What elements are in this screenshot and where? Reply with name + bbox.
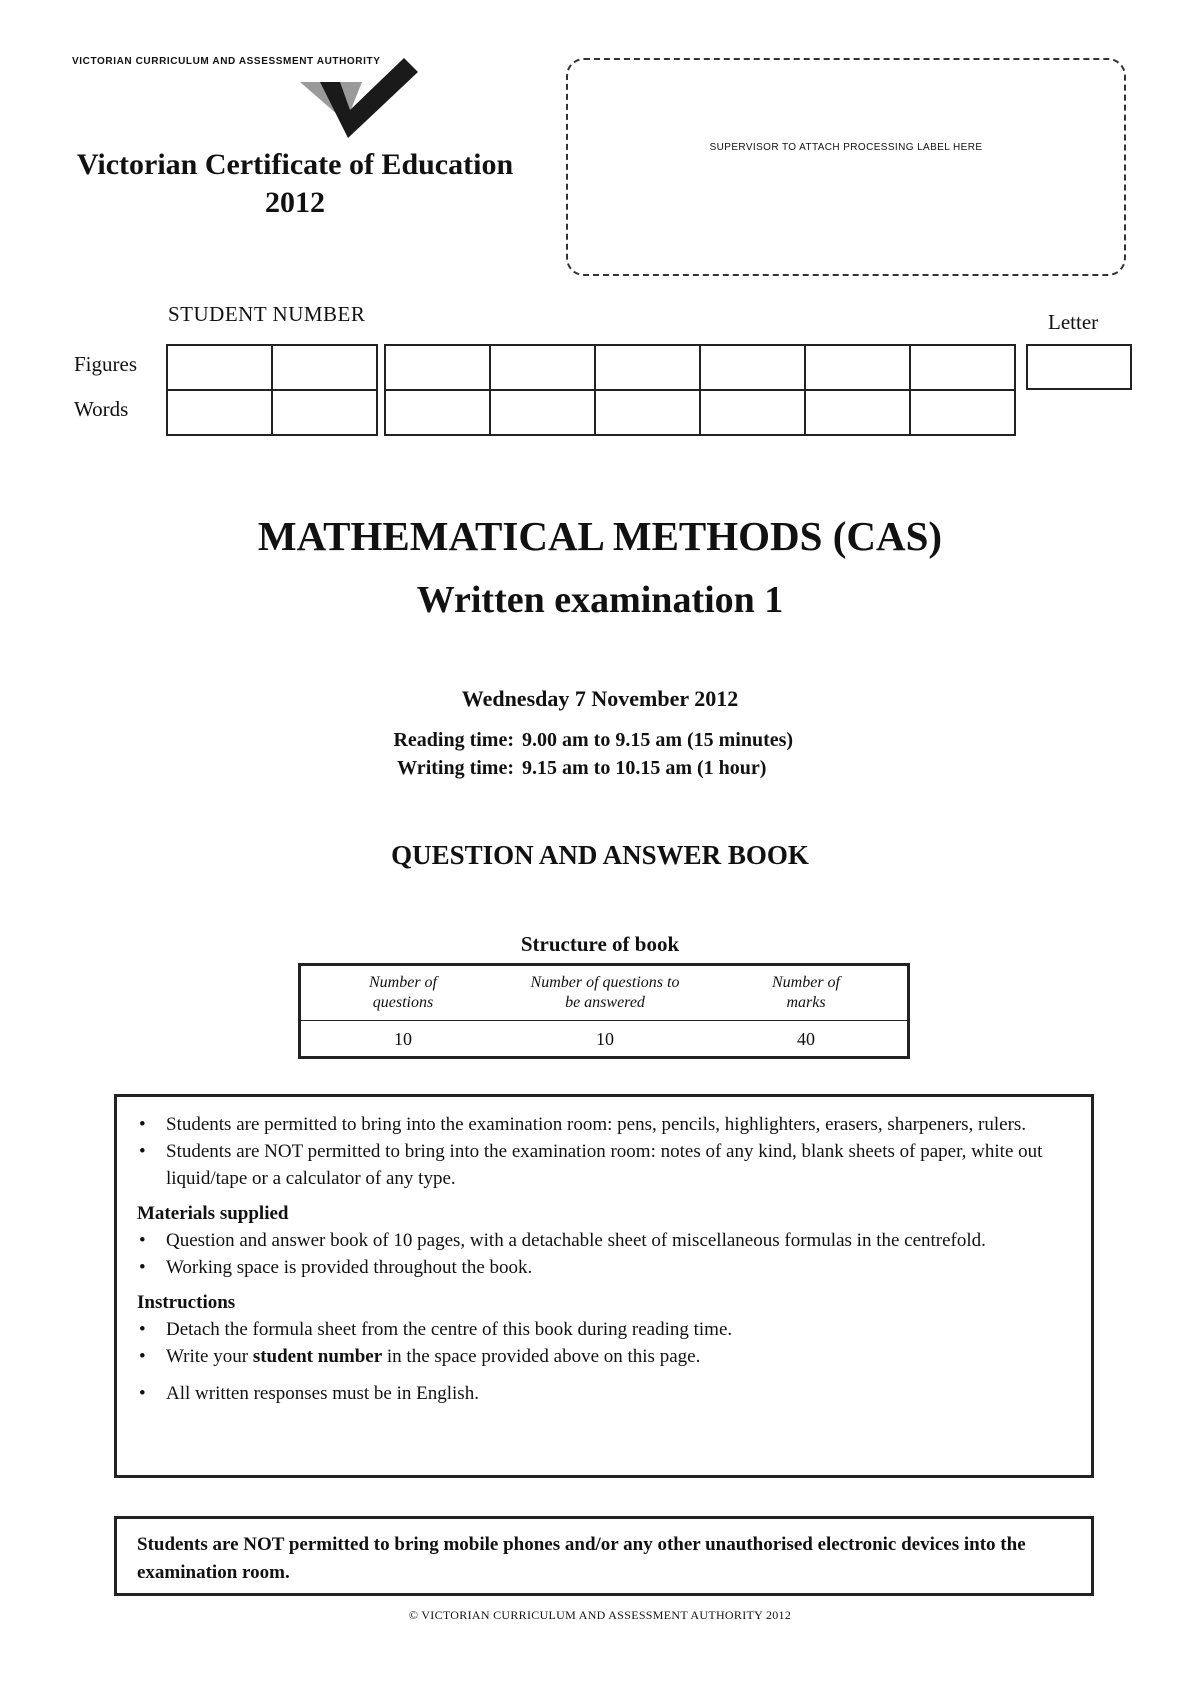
- structure-value: 10: [596, 1028, 614, 1049]
- list-item: • Working space is provided throughout the book.: [137, 1254, 1073, 1281]
- student-number-grid-b: [384, 344, 1016, 436]
- figures-label: Figures: [74, 352, 137, 376]
- student-number-title: STUDENT NUMBER: [168, 302, 366, 326]
- copyright-footer: © VICTORIAN CURRICULUM AND ASSESSMENT AUTHORITY 2012: [408, 1608, 792, 1622]
- certificate-heading: [60, 146, 530, 222]
- instruction-text: in the space provided above on this page.: [382, 1346, 701, 1367]
- list-item: • Students are permitted to bring into the examination room: pens, pencils, highlighters, erasers, sharpeners, rulers.: [137, 1111, 1073, 1138]
- figures-cell[interactable]: [167, 345, 272, 390]
- words-cell[interactable]: [490, 390, 595, 435]
- figures-cell[interactable]: [272, 345, 377, 390]
- exam-title: Written examination 1: [416, 579, 784, 621]
- reading-time-label: Reading time:: [393, 729, 514, 751]
- figures-cell[interactable]: [910, 345, 1015, 390]
- authority-name: VICTORIAN CURRICULUM AND ASSESSMENT AUTHORITY: [72, 56, 381, 67]
- words-cell[interactable]: [595, 390, 700, 435]
- figures-cell[interactable]: [805, 345, 910, 390]
- structure-value: 40: [797, 1028, 815, 1049]
- warning-text: Students are NOT permitted to bring mobile phones and/or any other unauthorised electronic devices into the examination room.: [137, 1534, 1026, 1583]
- structure-header: Number of questions to be answered: [530, 974, 680, 1011]
- words-cell[interactable]: [700, 390, 805, 435]
- writing-time: [372, 754, 793, 782]
- warning-box: [114, 1516, 1094, 1596]
- structure-title: Structure of book: [520, 932, 680, 956]
- structure-value-row: [301, 1021, 907, 1057]
- subject-title: MATHEMATICAL METHODS (CAS): [257, 513, 943, 559]
- words-cell[interactable]: [385, 390, 490, 435]
- certificate-year: 2012: [265, 186, 325, 219]
- permitted-list: [137, 1111, 1073, 1192]
- figures-cell[interactable]: [490, 345, 595, 390]
- student-number-grid-a: [166, 344, 378, 436]
- figures-cell[interactable]: [700, 345, 805, 390]
- letter-cell[interactable]: [1026, 344, 1132, 390]
- list-item: • Question and answer book of 10 pages, with a detachable sheet of miscellaneous formulas in the centrefold.: [137, 1227, 1073, 1254]
- certificate-name: Victorian Certificate of Education: [76, 148, 514, 181]
- instruction-text: Write your: [166, 1346, 253, 1367]
- rules-box: [114, 1094, 1094, 1478]
- reading-time: [372, 726, 793, 754]
- writing-time-value: 9.15 am to 10.15 am (1 hour): [522, 757, 767, 779]
- exam-date: Wednesday 7 November 2012: [461, 686, 739, 711]
- words-cell[interactable]: [805, 390, 910, 435]
- list-item: • All written responses must be in English.: [137, 1380, 1073, 1407]
- words-cell[interactable]: [272, 390, 377, 435]
- materials-list: [137, 1227, 1073, 1281]
- materials-heading: Materials supplied: [137, 1203, 289, 1224]
- words-label: Words: [74, 397, 129, 421]
- exam-times: [372, 726, 793, 782]
- words-cell[interactable]: [910, 390, 1015, 435]
- words-cell[interactable]: [167, 390, 272, 435]
- structure-header-row: [301, 966, 907, 1021]
- vcaa-logo-icon: [296, 58, 426, 140]
- list-item: [137, 1343, 1073, 1370]
- book-type: QUESTION AND ANSWER BOOK: [391, 840, 809, 870]
- writing-time-label: Writing time:: [397, 757, 514, 779]
- instruction-bold-text: student number: [252, 1346, 383, 1367]
- structure-value: 10: [394, 1028, 412, 1049]
- reading-time-value: 9.00 am to 9.15 am (15 minutes): [522, 729, 794, 751]
- list-item: • Students are NOT permitted to bring into the examination room: notes of any kind, blank sheets of paper, white out liquid/tape or a calculator of any type.: [137, 1138, 1073, 1192]
- processing-label-text: SUPERVISOR TO ATTACH PROCESSING LABEL HERE: [709, 141, 983, 153]
- structure-table: [298, 963, 910, 1059]
- instructions-list: [137, 1316, 1073, 1407]
- processing-label-area: [566, 58, 1126, 276]
- figures-cell[interactable]: [385, 345, 490, 390]
- list-item: • Detach the formula sheet from the centre of this book during reading time.: [137, 1316, 1073, 1343]
- structure-header: Number of marks: [772, 974, 840, 1011]
- structure-header: Number of questions: [369, 974, 437, 1011]
- instructions-heading: Instructions: [137, 1292, 236, 1313]
- figures-cell[interactable]: [595, 345, 700, 390]
- letter-label: Letter: [1048, 310, 1099, 334]
